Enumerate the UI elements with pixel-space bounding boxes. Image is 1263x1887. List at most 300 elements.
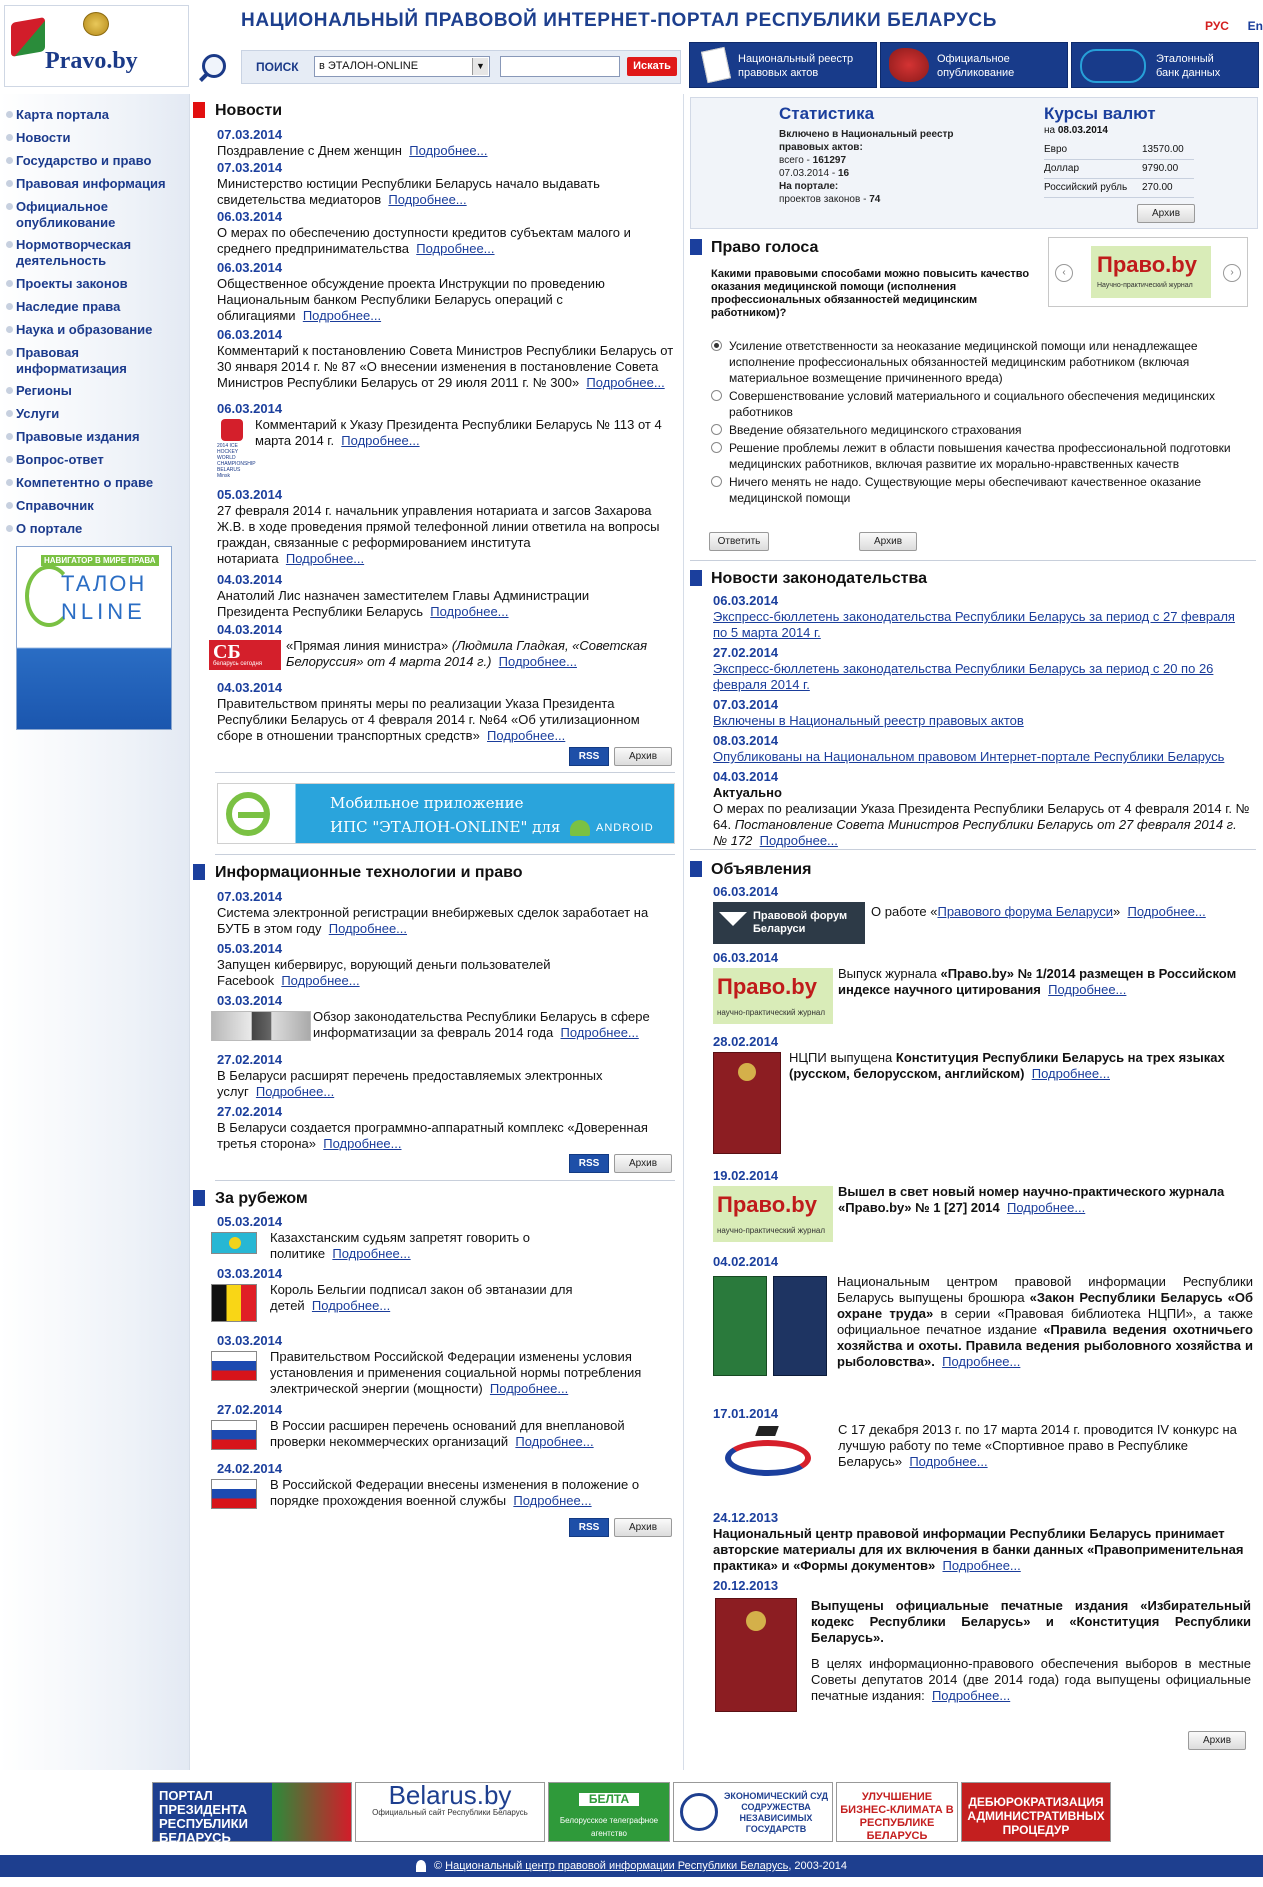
it-item (217, 1052, 617, 1100)
stats-total-value: 161297 (812, 155, 847, 166)
ad-date: 06.03.2014 (713, 884, 779, 899)
debureaucratization-banner[interactable] (961, 1782, 1111, 1842)
more-link[interactable]: Подробнее... (255, 1084, 335, 1099)
section-marker-blue (690, 239, 702, 255)
abroad-item (217, 1461, 677, 1509)
president-portal-banner[interactable] (152, 1782, 352, 1845)
legis-date: 08.03.2014 (713, 733, 779, 748)
ad-text (811, 1598, 1251, 1704)
divider (215, 854, 675, 855)
hockey-championship-image[interactable] (217, 419, 256, 479)
nav-regions[interactable] (16, 383, 186, 399)
news-text (217, 276, 637, 324)
news-item (217, 209, 647, 257)
etalon-banner-top: НАВИГАТОР В МИРЕ ПРАВА (41, 555, 159, 566)
nav-site-map[interactable] (16, 107, 186, 123)
ad-item (713, 1510, 1253, 1574)
nav-label: Услуги (16, 406, 60, 421)
bullet-icon (6, 203, 13, 210)
book-emblem-icon (746, 1611, 766, 1631)
it-text (217, 957, 587, 989)
etalon-online-banner[interactable] (16, 546, 172, 730)
flag-ribbon-icon (11, 17, 45, 57)
more-link[interactable]: Подробнее... (281, 973, 360, 988)
ad-text-pre: Национальным центром правовой информации Республики Беларусь выпущены брошюра (837, 1274, 1253, 1305)
sb-logo-sub: беларусь сегодня (213, 661, 263, 667)
ad-text (789, 1050, 1249, 1082)
ad-text-pre: Выпуск журнала (838, 966, 941, 981)
radio-button[interactable] (711, 390, 722, 401)
currency-value: 13570.00 (1142, 144, 1184, 155)
nav-about[interactable] (16, 521, 186, 537)
poll-answer-button[interactable]: Ответить (709, 532, 769, 551)
currency-row (1044, 141, 1194, 160)
belarus-by-label: Belarus.by (388, 1780, 512, 1810)
abroad-date: 03.03.2014 (217, 1266, 283, 1281)
court-seal-icon (680, 1793, 718, 1831)
news-text-body: Анатолий Лис назначен заместителем Главы Администрации Президента Республики Беларусь (217, 588, 590, 619)
section-marker-blue (193, 1190, 205, 1206)
electoral-code-book-image[interactable] (715, 1598, 797, 1712)
news-text-body: «Прямая линия министра» (286, 638, 449, 653)
legis-item (713, 645, 1243, 693)
legis-link[interactable]: Экспресс-бюллетень законодательства Республики Беларусь за период с 20 по 26 февраля 2014 г. (713, 661, 1214, 692)
announcements-archive-button[interactable]: Архив (1188, 1731, 1246, 1750)
more-link[interactable]: Подробнее... (323, 1136, 402, 1151)
poll-title[interactable]: Право голоса (711, 239, 819, 256)
russia-flag-icon (211, 1420, 257, 1450)
news-date: 05.03.2014 (217, 487, 283, 502)
bullet-icon (6, 157, 13, 164)
belta-banner[interactable] (548, 1782, 670, 1842)
cis-economic-court-banner[interactable] (673, 1782, 833, 1842)
it-item (217, 941, 587, 989)
news-text-body: Общественное обсуждение проекта Инструкции по проведению Национальным банком Республики Беларусь операций с облигациями (217, 276, 605, 323)
stats-projects (779, 193, 989, 206)
ad-text (871, 904, 1251, 920)
news-archive-button[interactable]: Архив (614, 747, 672, 766)
it-text (217, 905, 657, 937)
it-archive-button[interactable]: Архив (614, 1154, 672, 1173)
news-date: 06.03.2014 (217, 327, 283, 342)
news-text (255, 417, 665, 449)
news-text (217, 225, 647, 257)
pravo-by-journal-image[interactable] (713, 1186, 833, 1242)
it-rss-button[interactable]: RSS (569, 1154, 609, 1173)
sport-law-logo[interactable] (717, 1426, 827, 1490)
nav-label: Правовые издания (16, 429, 140, 444)
more-link[interactable]: Подробнее... (513, 1493, 592, 1508)
poll-option[interactable] (709, 422, 1249, 438)
currency-table (1044, 141, 1194, 198)
belarus-by-sub: Официальный сайт Республики Беларусь (372, 1808, 528, 1817)
poll-option[interactable] (709, 440, 1249, 472)
poll-option[interactable] (709, 388, 1249, 420)
stats-line1: Включено в Национальный реестр правовых актов: (779, 129, 954, 153)
bullet-icon (6, 479, 13, 486)
abroad-text (270, 1477, 670, 1509)
more-link[interactable]: Подробнее... (430, 604, 509, 619)
currency-row (1044, 179, 1194, 198)
nav-label: Вопрос-ответ (16, 452, 104, 467)
more-link[interactable]: Подробнее... (1127, 904, 1206, 919)
news-date: 04.03.2014 (217, 680, 283, 695)
more-link[interactable]: Подробнее... (1006, 1200, 1086, 1215)
more-link[interactable]: Подробнее... (909, 1454, 988, 1469)
legis-link[interactable]: Опубликованы на Национальном правовом Интернет-портале Республики Беларусь (713, 749, 1225, 764)
nav-reference[interactable] (16, 498, 186, 514)
it-item (217, 889, 657, 937)
legis-date: 07.03.2014 (713, 697, 779, 712)
news-date: 04.03.2014 (217, 622, 283, 637)
poll-option-label: Совершенствование условий материального и социального обеспечения медицинских работников (729, 389, 1215, 419)
nav-label: Наследие права (16, 299, 121, 314)
news-text-body: Правительством приняты меры по реализации Указа Президента Республики Беларусь от 4 февраля 2014 г. №64 «Об утилизационном сборе в отношении транспортных средств» (217, 696, 640, 743)
abroad-date: 03.03.2014 (217, 1333, 283, 1348)
abroad-text-body: В Российской Федерации внесены изменения в положение о порядке прохождения военной службы (270, 1477, 640, 1508)
more-link[interactable]: Подробнее... (586, 375, 665, 390)
divider (215, 772, 675, 773)
ad-date: 28.02.2014 (713, 1034, 779, 1049)
radio-button[interactable] (711, 442, 722, 453)
search-scope-select[interactable] (314, 56, 490, 77)
more-link[interactable]: Подробнее... (498, 654, 577, 669)
banner-next-icon[interactable]: › (1223, 264, 1241, 282)
bullet-icon (6, 280, 13, 287)
stats-portal-label: На портале: (779, 181, 839, 192)
portal-title: НАЦИОНАЛЬНЫЙ ПРАВОВОЙ ИНТЕРНЕТ-ПОРТАЛ РЕСПУБЛИКИ БЕЛАРУСЬ (241, 10, 997, 31)
pravo-by-journal-image[interactable] (713, 968, 833, 1024)
business-climate-banner[interactable] (836, 1782, 958, 1842)
ncpi-link[interactable]: Национальный центр правовой информации Республики Беларусь (445, 1860, 789, 1872)
news-text (217, 143, 672, 159)
it-text-body: В Беларуси расширят перечень предоставляемых электронных услуг (217, 1068, 603, 1099)
it-text-body: Обзор законодательства Республики Беларусь в сфере информатизации за февраль 2014 года (313, 1009, 650, 1040)
book-emblem-icon (738, 1063, 756, 1081)
nav-legal-editions[interactable] (16, 429, 186, 445)
more-link[interactable]: Подробнее... (1031, 1066, 1110, 1081)
more-link[interactable]: Подробнее... (942, 1354, 1021, 1369)
news-item (217, 127, 672, 159)
nav-law-heritage[interactable] (16, 299, 186, 315)
it-text (313, 1009, 673, 1041)
abroad-rss-button[interactable]: RSS (569, 1518, 609, 1537)
ad-text-bold: «Право.by» № 1/2014 размещен в Российском индексе научного цитирования (838, 966, 1237, 997)
it-law-title[interactable]: Информационные технологии и право (215, 864, 523, 881)
nav-label: Проекты законов (16, 276, 128, 291)
more-link[interactable]: Подробнее... (302, 308, 382, 323)
kazakhstan-flag-icon (211, 1232, 257, 1254)
abroad-item (217, 1333, 677, 1397)
bullet-icon (6, 502, 13, 509)
legis-date: 06.03.2014 (713, 593, 779, 608)
news-text (217, 176, 617, 208)
nav-lawmaking[interactable] (16, 237, 156, 269)
lang-ru-link[interactable]: РУС (1205, 19, 1229, 33)
ad-date: 04.02.2014 (713, 1254, 779, 1269)
bullet-icon (6, 349, 13, 356)
poll-archive-button[interactable]: Архив (859, 532, 917, 551)
nav-label: Новости (16, 130, 71, 145)
nav-legal-informatization[interactable] (16, 345, 146, 377)
news-date: 04.03.2014 (217, 572, 283, 587)
ad-text-body: О работе « (871, 904, 938, 919)
currency-value: 270.00 (1142, 182, 1173, 193)
nav-science-education[interactable] (16, 322, 186, 338)
legis-link[interactable]: Экспресс-бюллетень законодательства Республики Беларусь за период с 27 февраля по 5 марта 2014 г. (713, 609, 1235, 640)
stats-currency-box (690, 97, 1258, 229)
poll-option-label: Усиление ответственности за неоказание медицинской помощи или ненадлежащее исполнение профессиональных обязанностей медицинским работником (включая материальное возмещение причиненного вреда) (729, 339, 1198, 385)
nav-label: Официальное опубликование (16, 199, 116, 230)
news-text (217, 588, 617, 620)
legis-item (713, 697, 1243, 729)
nav-legal-info[interactable] (16, 176, 186, 192)
news-item (217, 680, 657, 744)
nav-services[interactable] (16, 406, 186, 422)
legis-link[interactable]: Включены в Национальный реестр правовых актов (713, 713, 1024, 728)
more-link[interactable]: Подробнее... (489, 1381, 569, 1396)
radio-button-selected[interactable] (711, 340, 722, 351)
ad-text-tail: » (1113, 904, 1121, 919)
more-link[interactable]: Подробнее... (942, 1558, 1021, 1573)
etalon-banner-l2: NLINE (61, 599, 146, 624)
nav-draft-laws[interactable] (16, 276, 186, 292)
forum-banner-text: Правовой форум Беларуси (753, 910, 848, 935)
radio-button[interactable] (711, 424, 722, 435)
nav-label: Наука и образование (16, 322, 153, 337)
nav-label: Регионы (16, 383, 72, 398)
news-title[interactable]: Новости (215, 102, 283, 119)
nav-label: О портале (16, 521, 83, 536)
currency-archive-button[interactable]: Архив (1137, 204, 1195, 223)
section-marker-blue (690, 570, 702, 586)
news-item (217, 327, 677, 391)
ad-date: 20.12.2013 (713, 1578, 779, 1593)
publication-button-line2: опубликование (937, 67, 1015, 79)
more-link[interactable]: Подробнее... (409, 143, 488, 158)
currency-title[interactable]: Курсы валют (1044, 104, 1156, 123)
mobile-banner-line1: Мобильное приложение (330, 794, 524, 812)
nav-expert-law[interactable] (16, 475, 186, 491)
news-item (213, 622, 677, 670)
ad-text (838, 966, 1253, 998)
it-date: 05.03.2014 (217, 941, 283, 956)
bullet-icon (6, 456, 13, 463)
legal-forum-banner[interactable] (713, 902, 865, 944)
radio-button[interactable] (711, 476, 722, 487)
news-text-body: О мерах по обеспечению доступности кредитов субъектам малого и среднего предпринимательства (217, 225, 631, 256)
poll-option-label: Решение проблемы лежит в области повышения качества профессиональной подготовки медицинских работников, включая развитие их морально-нравственных качеств (729, 441, 1231, 471)
copyright-prefix: © (433, 1860, 446, 1872)
bullet-icon (6, 387, 13, 394)
currency-date (1044, 125, 1108, 136)
stats-date-count (779, 167, 989, 180)
poll-option[interactable] (709, 474, 1249, 506)
news-text (217, 503, 662, 567)
ad-item (713, 884, 1253, 935)
legal-forum-link[interactable]: Правового форума Беларуси (937, 904, 1114, 919)
ad-text-bold: «Закон Республики Беларусь «Об охране труда» (837, 1290, 1253, 1321)
president-portal-label: ПОРТАЛ ПРЕЗИДЕНТА РЕСПУБЛИКИ БЕЛАРУСЬ (159, 1788, 248, 1845)
bullet-icon (6, 410, 13, 417)
more-link[interactable]: Подробнее... (560, 1025, 639, 1040)
more-link[interactable]: Подробнее... (759, 833, 838, 848)
more-link[interactable]: Подробнее... (515, 1434, 594, 1449)
right-column (687, 94, 1263, 1770)
announcements-title[interactable]: Объявления (711, 861, 812, 878)
document-icon (701, 47, 731, 83)
nav-news[interactable] (16, 130, 186, 146)
abroad-text-body: Король Бельгии подписал закон об эвтаназии для детей (270, 1282, 573, 1313)
legislation-news-title[interactable]: Новости законодательства (711, 570, 928, 587)
lang-en-link[interactable]: En (1247, 19, 1263, 33)
left-sidebar (0, 94, 190, 1770)
abroad-text (270, 1282, 600, 1314)
nav-label: Правовая информация (16, 176, 166, 191)
poll-option-label: Ничего менять не надо. Существующие меры обеспечивают качественное оказание медицинской помощи (729, 475, 1202, 505)
stats-projects-value: 74 (869, 194, 881, 205)
search-button[interactable]: Искать (627, 57, 677, 76)
logo-text: Pravo.by (45, 48, 138, 74)
more-link[interactable]: Подробнее... (416, 241, 495, 256)
search-magnifier-handle (199, 72, 209, 82)
banner-prev-icon[interactable]: ‹ (1055, 264, 1073, 282)
abroad-text-body: Казахстанским судьям запретят говорить о политике (270, 1230, 530, 1261)
more-link[interactable]: Подробнее... (341, 433, 420, 448)
registry-button-line1: Национальный реестр (738, 53, 854, 65)
it-date: 27.02.2014 (217, 1104, 283, 1119)
pravo-by-logo-sub: Научно-практический журнал (1097, 282, 1193, 289)
news-item (217, 160, 617, 208)
site-logo[interactable] (4, 5, 189, 87)
legis-item (713, 593, 1243, 641)
emblem-map-icon (889, 48, 929, 82)
stats-title[interactable]: Статистика (779, 104, 875, 123)
more-link[interactable]: Подробнее... (487, 728, 566, 743)
news-item (217, 572, 617, 620)
more-link[interactable]: Подробнее... (1048, 982, 1127, 997)
labor-law-book-image[interactable] (713, 1276, 767, 1376)
stats-date-label: 07.03.2014 - (779, 168, 838, 179)
reference-databank-button[interactable] (1071, 42, 1259, 88)
pravo-by-logo (1091, 246, 1211, 298)
more-link[interactable]: Подробнее... (931, 1688, 1011, 1703)
news-item (217, 260, 637, 324)
abroad-text-body: Правительством Российской Федерации изменены условия установления и применения социальной нормы потребления электрической энергии (мощности) (270, 1349, 642, 1396)
android-label: ANDROID (596, 822, 654, 834)
mobile-banner-line2: ИПС "ЭТАЛОН-ONLINE" для (330, 818, 561, 836)
abroad-date: 24.02.2014 (217, 1461, 283, 1476)
ad-text-bold2: «Правила ведения охотничьего хозяйства и охоты. Правила ведения рыболовного хозяйства и рыболовства». (837, 1322, 1253, 1369)
constitution-book-image[interactable] (713, 1052, 781, 1154)
currency-date-value: 08.03.2014 (1057, 125, 1108, 136)
ad-date: 24.12.2013 (713, 1510, 779, 1525)
search-label: ПОИСК (256, 60, 299, 74)
poll-option[interactable] (709, 338, 1249, 386)
more-link[interactable]: Подробнее... (311, 1298, 391, 1313)
abroad-text (270, 1349, 670, 1397)
news-date: 07.03.2014 (217, 160, 283, 175)
news-date: 06.03.2014 (217, 209, 283, 224)
legis-actual-body: О мерах по реализации Указа Президента Республики Беларусь от 4 февраля 2014 г. № 64. (713, 801, 1250, 832)
news-text-body: Министерство юстиции Республики Беларусь начало выдавать свидетельства медиаторов (217, 176, 600, 207)
abroad-item (217, 1266, 677, 1314)
it-text (217, 1068, 617, 1100)
more-link[interactable]: Подробнее... (388, 192, 467, 207)
news-item (217, 401, 677, 479)
etalon-logo-icon (1080, 49, 1146, 83)
ad-text (713, 1526, 1253, 1574)
news-text-body: Поздравление с Днем женщин (217, 143, 402, 158)
etalon-e-bar (238, 812, 264, 818)
footer-logo-icon (416, 1860, 426, 1872)
ad-item (713, 1406, 1253, 1469)
nav-label: Справочник (16, 498, 94, 513)
nav-label: Государство и право (16, 153, 152, 168)
news-item (217, 487, 662, 567)
search-input[interactable] (500, 56, 620, 77)
hunting-rules-book-image[interactable] (773, 1276, 827, 1376)
abroad-title[interactable]: За рубежом (215, 1190, 308, 1207)
currency-name: Российский рубль (1044, 182, 1128, 193)
footer-partner-banners (0, 1770, 1263, 1845)
news-rss-button[interactable]: RSS (569, 747, 609, 766)
pravo-by-journal-banner[interactable] (1048, 237, 1248, 307)
business-climate-label: УЛУЧШЕНИЕ БИЗНЕС-КЛИМАТА В РЕСПУБЛИКЕ БЕЛАРУСЬ (840, 1791, 954, 1842)
android-icon (570, 820, 590, 836)
cis-court-label: ЭКОНОМИЧЕСКИЙ СУД СОДРУЖЕСТВА НЕЗАВИСИМЫХ ГОСУДАРСТВ (723, 1791, 829, 1834)
it-text-body: В Беларуси создается программно-аппаратный комплекс «Доверенная третья сторона» (217, 1120, 648, 1151)
legis-actual-label: Актуально (713, 785, 782, 800)
abroad-archive-button[interactable]: Архив (614, 1518, 672, 1537)
nav-label: Правовая информатизация (16, 345, 127, 376)
ad-text-body: В целях информационно-правового обеспечения выборов в местные Советы депутатов 2014 (две 2014 года) года выпущены официальные печатные издания: (811, 1656, 1251, 1703)
more-link[interactable]: Подробнее... (332, 1246, 411, 1261)
it-text-body: Система электронной регистрации внебиржевых сделок заработает на БУТБ в этом году (217, 905, 649, 936)
poll-question: Какими правовыми способами можно повысить качество оказания медицинской помощи (исполнения профессиональных обязанностей медицинским работником)? (711, 268, 1030, 319)
copyright-years: , 2003-2014 (788, 1860, 848, 1872)
ad-text-bold: Национальный центр правовой информации Республики Беларусь принимает авторские материалы для их включения в банки данных «Правоприменительная практика» и «Формы документов» (713, 1526, 1244, 1573)
russia-flag-icon (211, 1351, 257, 1381)
ad-text-body: С 17 декабря 2013 г. по 17 марта 2014 г. проводится IV конкурс на лучшую работу по теме «Спортивное право в Республике Беларусь» (838, 1422, 1237, 1469)
keyboard-image[interactable] (211, 1011, 311, 1041)
nav-label: Нормотворческая деятельность (16, 237, 132, 268)
pravo-by-logo-text: Право.by (717, 1192, 817, 1217)
ad-text-mid: в серии «Правовая библиотека НЦПИ», а также официальное печатное издание (837, 1306, 1254, 1337)
poll-options (709, 338, 1249, 506)
sb-newspaper-logo[interactable] (209, 640, 281, 670)
official-publication-button[interactable] (880, 42, 1068, 88)
news-date: 06.03.2014 (217, 260, 283, 275)
nav-official-publication[interactable] (16, 199, 156, 231)
national-registry-button[interactable] (689, 42, 877, 88)
belarus-by-banner[interactable] (355, 1782, 545, 1842)
runner-figure-icon (725, 1440, 811, 1476)
more-link[interactable]: Подробнее... (328, 921, 408, 936)
nav-state-law[interactable] (16, 153, 186, 169)
belta-sub: Белорусское телеграфное агентство (559, 1816, 659, 1838)
language-switch (1205, 19, 1263, 33)
publication-button-line1: Официальное (937, 53, 1010, 65)
more-link[interactable]: Подробнее... (285, 551, 365, 566)
mobile-app-banner[interactable] (217, 783, 675, 844)
graduation-cap-icon (755, 1426, 779, 1436)
chevron-down-icon: ▼ (472, 58, 488, 75)
center-column (190, 94, 684, 1770)
search-scope-value: в ЭТАЛОН-ONLINE (319, 60, 419, 72)
nav-qa[interactable] (16, 452, 186, 468)
ad-date: 19.02.2014 (713, 1168, 779, 1183)
